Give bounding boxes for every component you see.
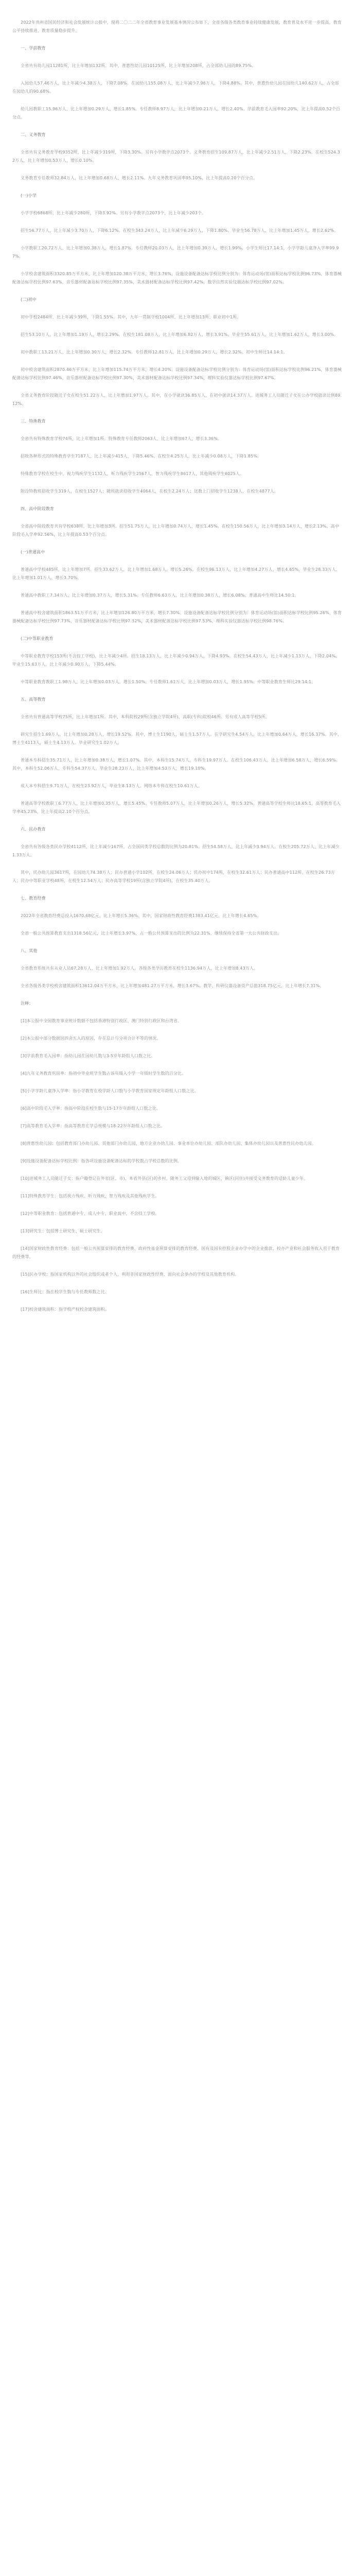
section-paragraph: 全省共有幼儿园11281所，比上年增加132所。其中，普惠性幼儿园10125所，比上年增加208所，占全部幼儿园的89.75%。 <box>21 63 256 68</box>
section-paragraph: 全省共有普通高等学校75所，比上年增加1所。其中，本科院校29所(含独立学院4所)，高职(专科)院校46所。另有成人高等学校5所。 <box>21 715 270 719</box>
section-paragraph: [12]中等职业教育：包括普通中专、成人中专、职业高中，不含技工学校。 <box>21 1211 159 1216</box>
section-paragraph: [14]国家财政性教育经费：包括一般公共预算安排的教育经费、政府性基金预算安排的教育经费、国有及国有控股企业办学中的企业拨款、校办产业和社会服务收入用于教育的经费等。 <box>12 1246 340 1259</box>
section-paragraph: 全省高中阶段教育共有学校638所，比上年增加3所。招生51.75万人，比上年增加0.74万人，增长1.45%。在校生150.56万人，比上年增加3.14万人，增长2.13%。高中阶段毛入学率92.56%，比上年提高0.53个百分点。 <box>12 524 340 537</box>
section-paragraph: 附设特教班招收学生319人，在校生1527人；随班就读招收学生4064人，在校生2.24万人；送教上门招收学生1238人，在校生4877人。 <box>21 489 279 494</box>
section-paragraph: 全省各级各类学校校舍建筑面积13612.04万平方米，比上年增加481.27万平方米，增长3.67%。教学、科研仪器设备资产总值318.75亿元，比上年增长7.31%。 <box>21 984 324 988</box>
document-body <box>12 19 343 1314</box>
section-paragraph: 初中学校2484所，比上年减少39所，下降1.55%。其中，九年一贯制学校1004所，比上年增加13所；职业初中1所。 <box>21 315 241 319</box>
section-heading: (二)初中 <box>21 297 37 302</box>
section-heading: 四、高中阶段教育 <box>21 506 55 511</box>
section-paragraph: 入园幼儿57.46万人，比上年减少4.38万人，下降7.08%。在园幼儿155.08万人，比上年减少7.96万人，下降4.88%。其中，普惠性幼儿园在园幼儿140.62万人，占全部在园幼儿的90.68%。 <box>12 81 339 94</box>
section-paragraph: [2]本公报中部分数据因四舍五入的原因，存在总计与分项合计不等的情况。 <box>21 1036 161 1041</box>
section-heading: 七、教育经费 <box>21 896 46 901</box>
section-paragraph: 招收各种形式的特殊教育学生7187人，比上年减少415人，下降5.46%。在校生4.25万人，比上年减少0.08万人，下降1.85%。 <box>21 454 262 459</box>
section-heading: (一)小学 <box>21 193 37 198</box>
section-heading: (二)中等职业教育 <box>21 636 54 641</box>
section-paragraph: [5]小学学龄儿童净入学率：指小学教育在校学龄人口数与小学教育国家规定年龄组人口数之比。 <box>21 1089 199 1093</box>
section-paragraph: 成人本专科招生9.71万人，在校生23.92万人，毕业生8.13万人。网络本专科在校生10.61万人。 <box>21 784 203 788</box>
section-paragraph: 小学教职工20.72万人，比上年增加0.38万人，增长1.87%。专任教师20.03万人，比上年增加0.39万人，增长1.99%。小学生师比17.14:1，小学学龄儿童净入学率99.97%。 <box>12 246 339 259</box>
section-paragraph: 研究生招生1.69万人，比上年增加0.28万人，增长19.52%。其中，博士生1190人，硕士生1.57万人。在学研究生4.54万人，比上年增加0.64万人，增长16.37%。其中，博士生4113人，硕士生4.13万人。毕业研究生1.02万人。 <box>12 732 342 745</box>
section-heading: 五、高等教育 <box>21 697 46 702</box>
section-paragraph: 全省共有特殊教育学校74所，比上年增加1所。特殊教育专任教师2063人，比上年增加67人，增长3.36%。 <box>21 436 222 441</box>
section-heading: 六、民办教育 <box>21 827 46 832</box>
section-paragraph: 初中教职工13.21万人，比上年增加0.30万人，增长2.32%。专任教师12.81万人，比上年增加0.29万人，增长2.32%。初中生师比14.14:1。 <box>21 350 288 354</box>
section-paragraph: 普通高中教职工7.34万人，比上年增加0.37万人，增长5.31%。专任教师6.63万人，比上年增加0.38万人，增长6.08%。普通高中生师比14.50:1。 <box>21 593 299 598</box>
section-paragraph: 全省义务教育阶段随迁子女在校生51.22万人，比上年增加1.97万人。其中，在小学就读36.85万人，在初中就读14.37万人。进城务工人员随迁子女在公办学校就读比例89.12%。 <box>12 393 342 406</box>
section-heading: 三、特殊教育 <box>21 419 46 423</box>
section-paragraph: 中等职业教育教职工1.98万人，比上年增加0.03万人，增长1.50%。专任教师1.61万人，比上年增加0.03万人，增长1.95%。中等职业教育生师比29.14:1。 <box>21 680 316 684</box>
section-paragraph: [10]进城务工人员随迁子女：指户籍登记在外省(区、市)、本省外县(区)的乡村，随务工父母到输入地的城区、镇区(同住)并接受义务教育的适龄儿童少年。 <box>21 1176 308 1181</box>
section-paragraph: [15]民办学校：指国家机构以外的社会组织或者个人，利用非国家财政性经费，面向社会举办的学校及其他教育机构。 <box>21 1272 239 1277</box>
section-paragraph: 中等职业教育学校153所(不含技工学校)，比上年减少4所。招生18.13万人，比上年减少0.94万人，下降4.93%。在校生54.43万人，比上年减少1.13万人，下降2.04%。毕业生15.63万人，比上年减少0.90万人，下降5.44%。 <box>12 654 340 667</box>
section-paragraph: 小学校舍建筑面积3320.85万平方米，比上年增加120.38万平方米，增长3.76%。设施设备配备达标学校比例分别为：体育运动场(馆)面积达标学校比例96.73%，体育器械配备达标学校比例97.63%，音乐器材配备达标学校比例97.35%，美术器材配备达标学校比例97.42%，数学自然实验仪器达标学校比例97.02%。 <box>12 272 342 284</box>
section-paragraph: [13]研究生：包括博士研究生、硕士研究生。 <box>21 1229 105 1233</box>
section-paragraph: 特殊教育学校在校生中，视力残疾学生1132人，听力残疾学生2567人，智力残疾学生8617人，其他残疾学生6025人。 <box>21 471 244 476</box>
section-heading: 二、义务教育 <box>21 132 46 137</box>
section-paragraph: [7]高等教育毛入学率：指高等教育在学总规模与18-22岁年龄组人口数之比。 <box>21 1124 165 1128</box>
section-paragraph: 其中，民办幼儿园3617所，在园幼儿74.38万人；民办普通小学102所，在校生24.06万人；民办初中174所，在校生32.61万人；民办普通高中112所，在校生26.73万人；民办中等职业学校48所，在校生12.54万人；民办高等学校19所(含独立学院4所)，在校生35.40万人。 <box>12 870 335 883</box>
section-paragraph: 普通高中学校485所，比上年增加7所。招生33.62万人，比上年增加1.68万人，增长5.26%。在校生96.13万人，比上年增加4.27万人，增长4.65%。毕业生28.33万人，比上年增加1.01万人，增长3.70%。 <box>12 567 341 580</box>
section-paragraph: [9]设施设备配备达标学校比例：指各项设施设备配备达标的学校数占学校总数的比例。 <box>21 1159 182 1163</box>
section-paragraph: [8]普惠性幼儿园：包括教育部门办幼儿园、其他部门办幼儿园、地方企业办幼儿园、事业单位办幼儿园、部队办幼儿园、集体办幼儿园以及普惠性民办幼儿园。 <box>21 1141 316 1146</box>
section-heading: 八、其他 <box>21 948 38 953</box>
section-paragraph: 普通本专科招生35.71万人，比上年增加0.38万人，增长1.07%。其中，本科生15.74万人，专科生19.97万人。在校生106.43万人，比上年增加6.58万人，增长6.59%。其中，本科生52.06万人，专科生54.37万人。毕业生28.23万人，比上年增加4.53万人，增长19.10%。 <box>12 758 340 771</box>
section-paragraph: 招生53.10万人，比上年增加1.19万人，增长2.29%。在校生181.08万人，比上年增加6.82万人，增长3.91%。毕业生55.61万人，比上年增加1.62万人，增长3.00%。 <box>21 332 339 337</box>
section-heading: 注释： <box>21 1001 33 1006</box>
section-heading: 一、学前教育 <box>21 46 46 50</box>
section-paragraph: 幼儿园教职工15.96万人，比上年增加0.29万人，增长1.85%。专任教师8.97万人，比上年增加0.21万人，增长2.40%。学前教育毛入园率92.20%，比上年提高0.52个百分点。 <box>12 107 341 120</box>
section-paragraph: 全省教育系统共有从业人员67.28万人，比上年增加1.92万人。各级各类学历教育在校生1136.94万人，比上年增加8.43万人。 <box>21 966 258 971</box>
section-paragraph: [3]学前教育毛入园率：指幼儿园在园幼儿数与3-5岁年龄组人口数之比。 <box>21 1054 155 1058</box>
section-paragraph: 全省共有义务教育学校9352所，比上年减少319所，下降3.30%。另有小学教学点2073个。义务教育招生109.87万人，比上年减少2.51万人，下降2.23%。在校生524.32万人，比上年增加0.53万人，增长0.10%。 <box>12 150 341 163</box>
section-paragraph: [6]高中阶段毛入学率：指高中阶段在校生数与15-17岁年龄组人口数之比。 <box>21 1106 161 1111</box>
section-paragraph: 全省共有各级各类民办学校4112所，比上年减少167所，占全国同类学校总数的比例为20.81%。招生54.58万人，比上年减少3.94万人。在校生205.72万人，比上年减少1.33万人。 <box>12 844 340 857</box>
section-paragraph: [4]九年义务教育巩固率：指初中毕业班学生数占该年级入小学一年级时学生数的百分比。 <box>21 1071 186 1076</box>
section-paragraph: 普通高等学校教职工6.77万人，比上年增加0.35万人，增长5.45%。专任教师5.07万人，比上年增加0.26万人，增长5.32%。普通高等学校生师比18.65:1。高等教育毛入学率45.23%，比上年提高2.10个百分点。 <box>12 801 341 814</box>
section-heading: (一)普通高中 <box>21 550 45 554</box>
section-paragraph: 招生56.77万人，比上年减少3.70万人，下降6.12%。在校生343.24万人，比上年减少6.29万人，下降1.80%。毕业生56.78万人，比上年增加1.45万人，增长2.62%。 <box>21 228 339 233</box>
section-paragraph: [17]校舍建筑面积：指学校产权校舍建筑面积。 <box>21 1307 109 1312</box>
intro-paragraph: 2022年贵州省国民经济和社会发展统计公报中，现将二〇二二年全省教育事业发展基本情况公布如下，全省各级各类教育事业持续健康发展，教育普及水平进一步提高，教育公平持续推进，教育质量稳步提升。 <box>12 20 342 33</box>
section-paragraph: 初中校舍建筑面积2870.46万平方米，比上年增加115.74万平方米，增长4.20%。设施设备配备达标学校比例分别为：体育运动场(馆)面积达标学校比例96.21%，体育器械配备达标学校比例97.46%，音乐器材配备达标学校比例97.30%，美术器材配备达标学校比例97.34%，理科实验仪器达标学校比例97.67%。 <box>12 367 342 380</box>
section-paragraph: 小学学校6868所，比上年减少280所，下降3.92%。另有小学教学点2073个，比上年减少203个。 <box>21 211 206 215</box>
section-paragraph: 义务教育专任教师32.84万人，比上年增加0.68万人，增长2.11%。九年义务教育巩固率95.10%，比上年提高0.20个百分点。 <box>21 176 258 180</box>
section-paragraph: [1]本公报中全国教育事业统计数据不包括香港特别行政区、澳门特别行政区和台湾省。 <box>21 1019 182 1023</box>
section-paragraph: 普通高中校舍建筑面积1863.51万平方米，比上年增加126.80万平方米，增长7.30%。设施设备配备达标学校比例分别为：体育运动场(馆)面积达标学校比例95.26%，体育器械配备达标学校比例97.73%，音乐器材配备达标学校比例97.32%，美术器材配备达标学校比例97.53%，理科实验仪器达标学校比例98.76%。 <box>12 611 342 623</box>
section-paragraph: [16]生师比：指在校学生数与专任教师数之比。 <box>21 1290 109 1294</box>
section-paragraph: 全省一般公共预算教育支出1318.56亿元，比上年增长3.97%，占一般公共预算支出的比例为22.31%，继续保持全省第一大公共财政支出。 <box>21 931 282 936</box>
section-paragraph: [11]特殊教育学生：包括视力残疾、听力残疾、智力残疾及其他残疾学生。 <box>21 1194 159 1198</box>
section-paragraph: 2022年全省教育经费总投入1670.68亿元，比上年增长5.36%。其中，国家财政性教育经费1383.41亿元，比上年增长4.65%。 <box>21 913 261 918</box>
